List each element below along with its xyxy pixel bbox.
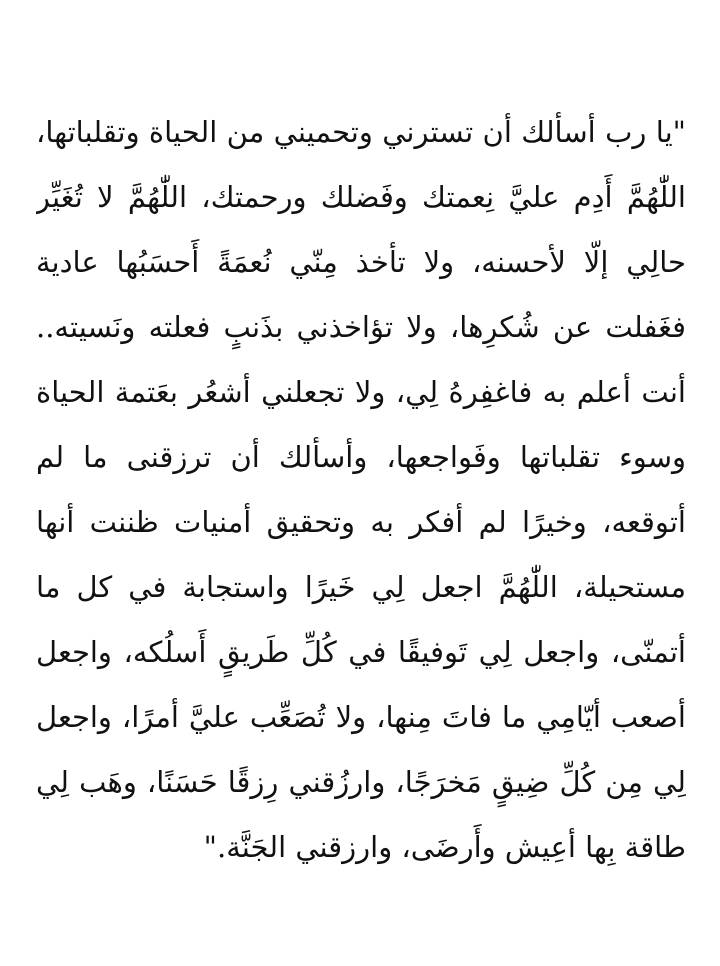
text-line-1: "يا رب أسألك أن تسترني وتحميني من الحياة وتقلباتها، <box>36 115 686 149</box>
text-line-11: لِي مِن كُلِّ ضِيقٍ مَخرَجًا، وارزُقني رِزقًا حَسَنًا، وهَب لِي <box>36 765 686 799</box>
text-line-8: مستحيلة، اللّٰهُمَّ اجعل لِي خَيرًا واستجابة في كل ما <box>36 570 686 604</box>
text-line-3: حالِي إلّا لأحسنه، ولا تأخذ مِنّي نُعمَةً أَحسَبُها عادية <box>36 245 686 279</box>
text-line-6: وسوء تقلباتها وفَواجعها، وأسألك أن ترزقنى ما لم <box>36 440 686 474</box>
text-line-12: طاقة بِها أعِيش وأَرضَى، وارزقني الجَنَّة." <box>203 830 686 864</box>
text-line-4: فغَفلت عن شُكرِها، ولا تؤاخذني بذَنبٍ فعلته ونَسيته.. <box>36 310 686 344</box>
prayer-text <box>36 100 686 880</box>
text-line-2: اللّٰهُمَّ أَدِم عليَّ نِعمتك وفَضلك ورحمتك، اللّٰهُمَّ لا تُغَيِّر <box>36 180 686 214</box>
text-line-10: أصعب أيّامِي ما فاتَ مِنها، ولا تُصَعِّب عليَّ أمرًا، واجعل <box>36 700 686 734</box>
text-line-9: أتمنّى، واجعل لِي تَوفيقًا في كُلِّ طَريقٍ أَسلُكه، واجعل <box>36 635 686 669</box>
text-line-7: أتوقعه، وخيرًا لم أفكر به وتحقيق أمنيات ظننت أنها <box>36 505 686 539</box>
text-line-5: أنت أعلم به فاغفِرهُ لِي، ولا تجعلني أشعُر بعَتمة الحياة <box>36 375 686 409</box>
